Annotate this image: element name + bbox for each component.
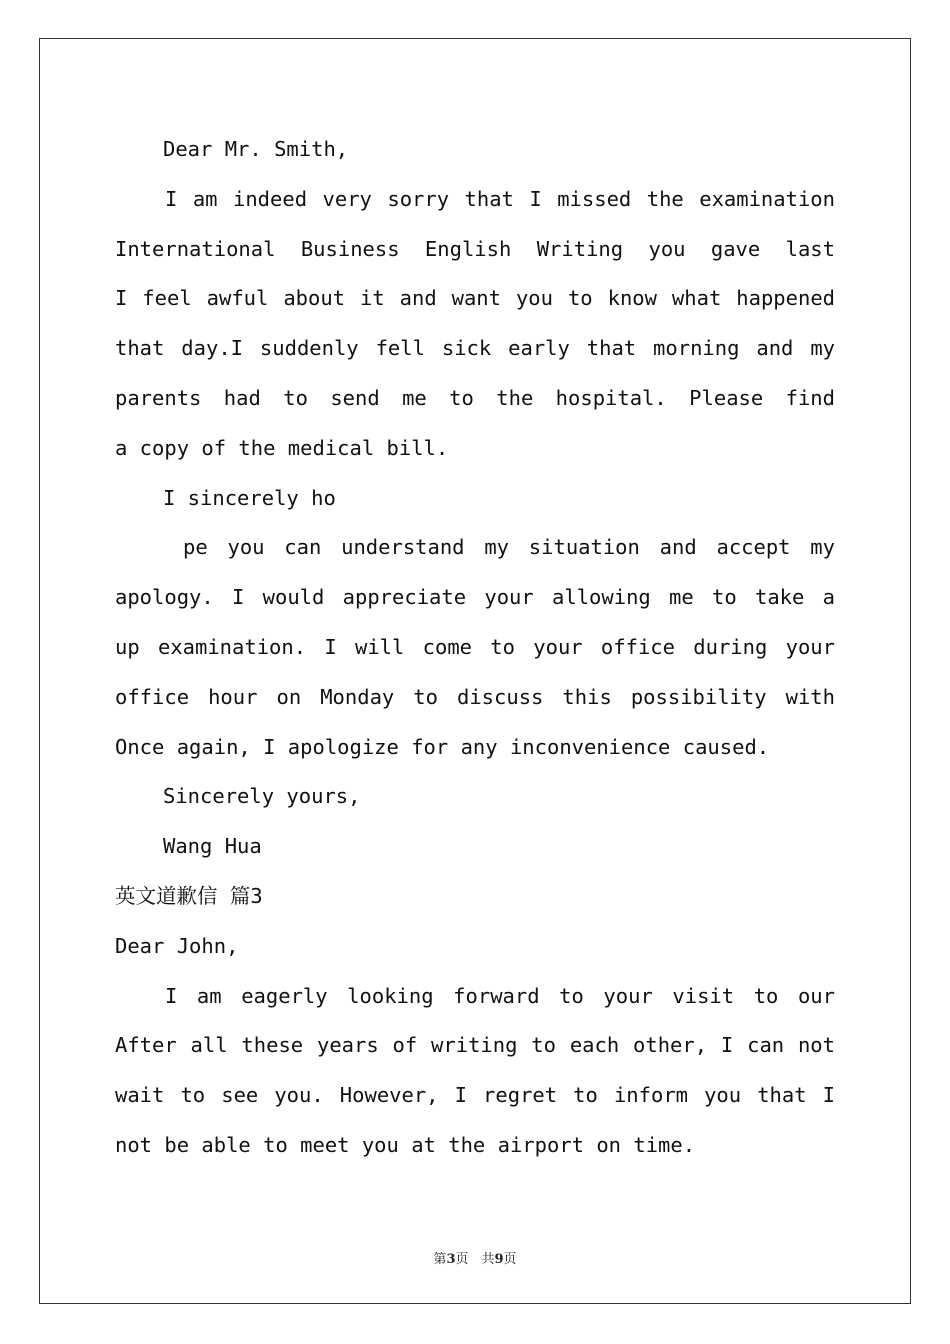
letter1-p2-line: office hour on Monday to discuss this possibility with: [115, 684, 835, 709]
footer-suffix: 页: [503, 1252, 517, 1267]
letter1-p2-line: up examination. I will come to your office during your: [115, 634, 835, 659]
letter1-p1-line: I feel awful about it and want you to know what happened: [115, 286, 835, 311]
document-body: [115, 125, 835, 1171]
section-heading: 英文道歉信 篇3: [115, 883, 263, 908]
letter2-p1-line: wait to see you. However, I regret to inform you that I: [115, 1083, 835, 1108]
letter1-p1-line: I am indeed very sorry that I missed the examination: [165, 186, 835, 211]
letter1-p1-line: that day.I suddenly fell sick early that morning and my: [115, 336, 835, 361]
letter2-p1-line: not be able to meet you at the airport on time.: [115, 1132, 696, 1157]
letter1-p1-line: parents had to send me to the hospital. Please find: [115, 385, 835, 410]
letter2-p1-line: I am eagerly looking forward to your visit to our: [165, 983, 835, 1008]
letter1-signature: Wang Hua: [163, 834, 262, 859]
footer-prefix: 第: [433, 1252, 447, 1267]
letter1-p2-line: Once again, I apologize for any inconvenience caused.: [115, 734, 770, 759]
letter2-p1-line: After all these years of writing to each other, I can not: [115, 1033, 835, 1058]
letter1-p2-line: pe you can understand my situation and accept my: [183, 535, 835, 560]
footer-total-pages: 9: [494, 1252, 504, 1267]
letter1-p1-line: International Business English Writing you gave last: [115, 236, 835, 261]
letter1-salutation: Dear Mr. Smith,: [163, 137, 349, 161]
footer-mid: 页 共: [455, 1252, 495, 1267]
letter1-p2-line: apology. I would appreciate your allowing me to take a: [115, 585, 835, 610]
page-footer: [0, 1248, 950, 1267]
letter1-closing: Sincerely yours,: [163, 784, 361, 809]
footer-page-number: 3: [446, 1252, 456, 1267]
letter1-p1-line: a copy of the medical bill.: [115, 435, 449, 460]
letter2-salutation: Dear John,: [115, 933, 239, 958]
letter1-p2-start: I sincerely ho: [163, 485, 336, 510]
